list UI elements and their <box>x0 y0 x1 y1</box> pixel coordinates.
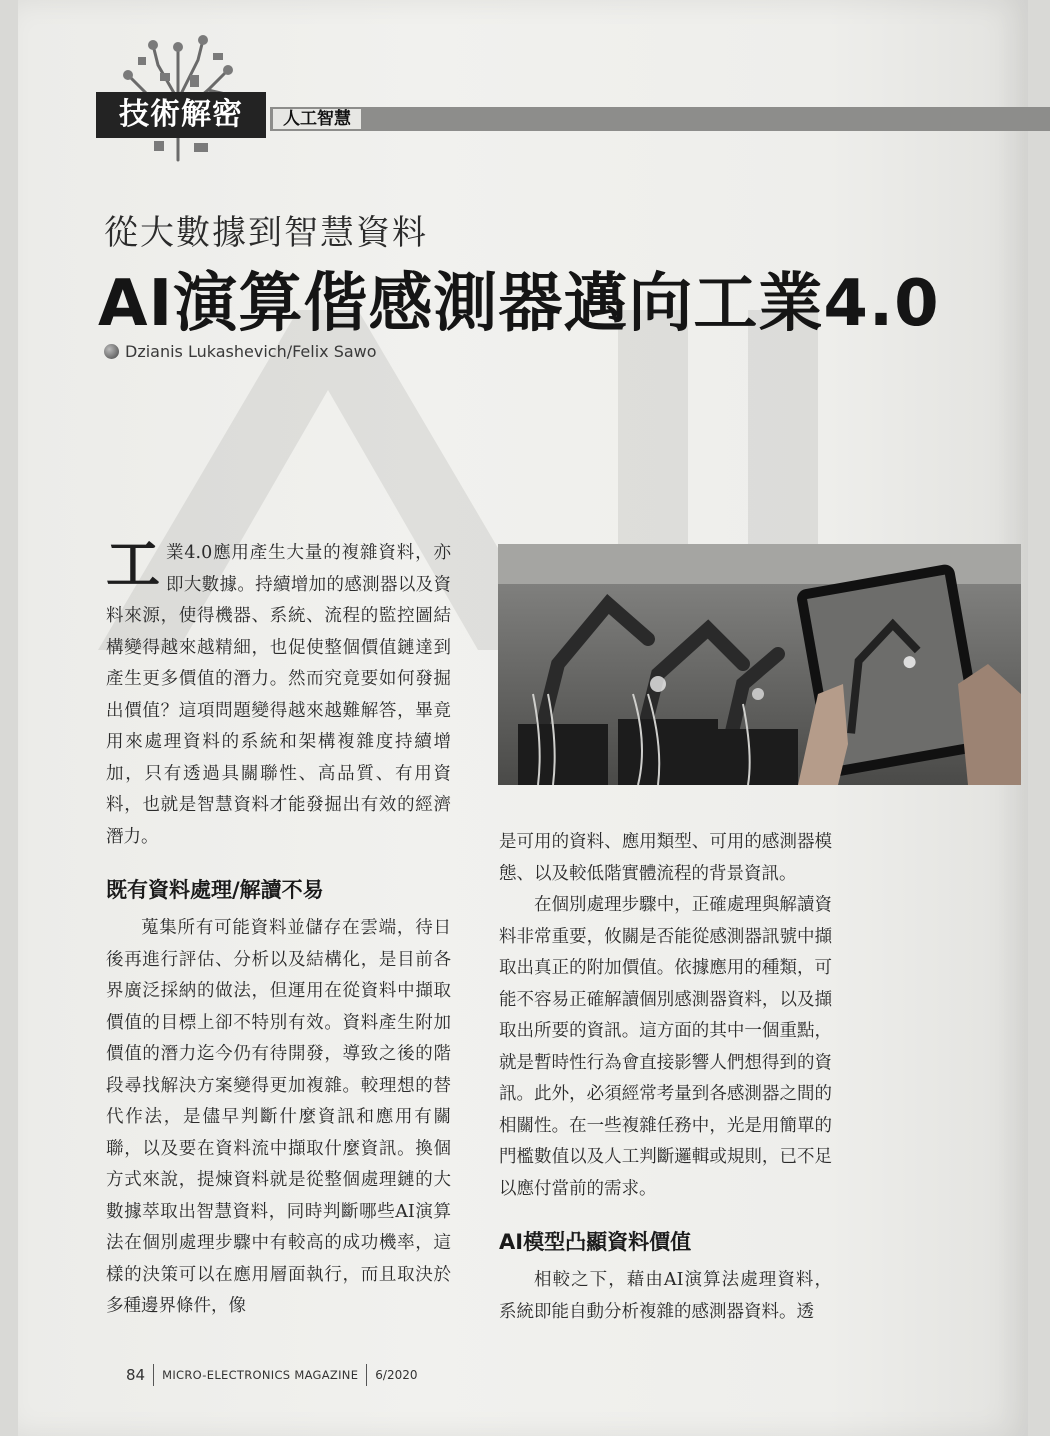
issue-number: 6/2020 <box>375 1368 418 1382</box>
author-bullet-icon <box>104 344 119 359</box>
article-title: AI演算偕感測器邁向工業4.0 <box>98 267 940 341</box>
section-label <box>96 92 266 138</box>
body-paragraph-1: 蒐集所有可能資料並儲存在雲端，待日後再進行評估、分析以及結構化，是目前各界廣泛採納的做法，但運用在從資料中擷取價值的目標上卻不特別有效。資料產生附加價值的潛力迄今仍有待開發，導致之後的階段尋找解決方案變得更加複雜。較理想的替代作法，是儘早判斷什麼資訊和應用有關聯，以及要在資料流中擷取什麼資訊。換個方式來說，提煉資料就是從整個處理鏈的大數據萃取出智慧資料，同時判斷哪些AI演算法在個別處理步驟中有較高的成功機率，這樣的決策可以在應用層面執行，而且取決於多種邊界條件，像 <box>106 918 451 1316</box>
byline <box>104 342 377 361</box>
robot-factory-photo <box>498 544 1021 785</box>
intro-paragraph <box>106 533 451 853</box>
column-right <box>499 827 832 1328</box>
continued-paragraph: 是可用的資料、應用類型、可用的感測器模態、以及較低階實體流程的背景資訊。 <box>499 832 832 884</box>
author-names: Dzianis Lukashevich/Felix Sawo <box>125 342 377 361</box>
category-label: 人工智慧 <box>273 109 361 129</box>
section-heading-1: 既有資料處理/解讀不易 <box>106 878 324 902</box>
footer-divider-2 <box>366 1364 367 1386</box>
page-footer <box>126 1364 418 1386</box>
column-left <box>106 533 451 1323</box>
body-paragraph-2: 在個別處理步驟中，正確處理與解讀資料非常重要，攸關是否能從感測器訊號中擷取出真正的附加價值。依據應用的種類，可能不容易正確解讀個別感測器資料，以及擷取出所要的資訊。這方面的其中一個重點，就是暫時性行為會直接影響人們想得到的資訊。此外，必須經常考量到各感測器之間的相關性。在一些複雜任務中，光是用簡單的門檻數值以及人工判斷邏輯或規則，已不足以應付當前的需求。 <box>499 895 832 1199</box>
magazine-name: MICRO-ELECTRONICS MAGAZINE <box>162 1368 359 1382</box>
drop-cap: 工 <box>106 533 160 596</box>
article-subtitle: 從大數據到智慧資料 <box>104 213 428 253</box>
footer-divider <box>153 1364 154 1386</box>
header-bar <box>270 107 1050 131</box>
photo-illustration <box>498 544 1021 785</box>
section-title: 技術解密 <box>119 97 243 132</box>
section-heading-2: AI模型凸顯資料價值 <box>499 1230 692 1254</box>
body-paragraph-3: 相較之下，藉由AI演算法處理資料，系統即能自動分析複雜的感測器資料。透 <box>499 1270 832 1322</box>
magazine-page <box>18 0 1028 1436</box>
page-number: 84 <box>126 1366 146 1384</box>
intro-text: 業4.0應用產生大量的複雜資料，亦即大數據。持續增加的感測器以及資料來源，使得機器、系統、流程的監控圖結構變得越來越精細，也促使整個價值鏈達到產生更多價值的潛力。然而究竟要如何發掘出價值？這項問題變得越來越難解答，畢竟用來處理資料的系統和架構複雜度持續增加，只有透過具關聯性、高品質、有用資料，也就是智慧資料才能發掘出有效的經濟潛力。 <box>106 543 451 847</box>
